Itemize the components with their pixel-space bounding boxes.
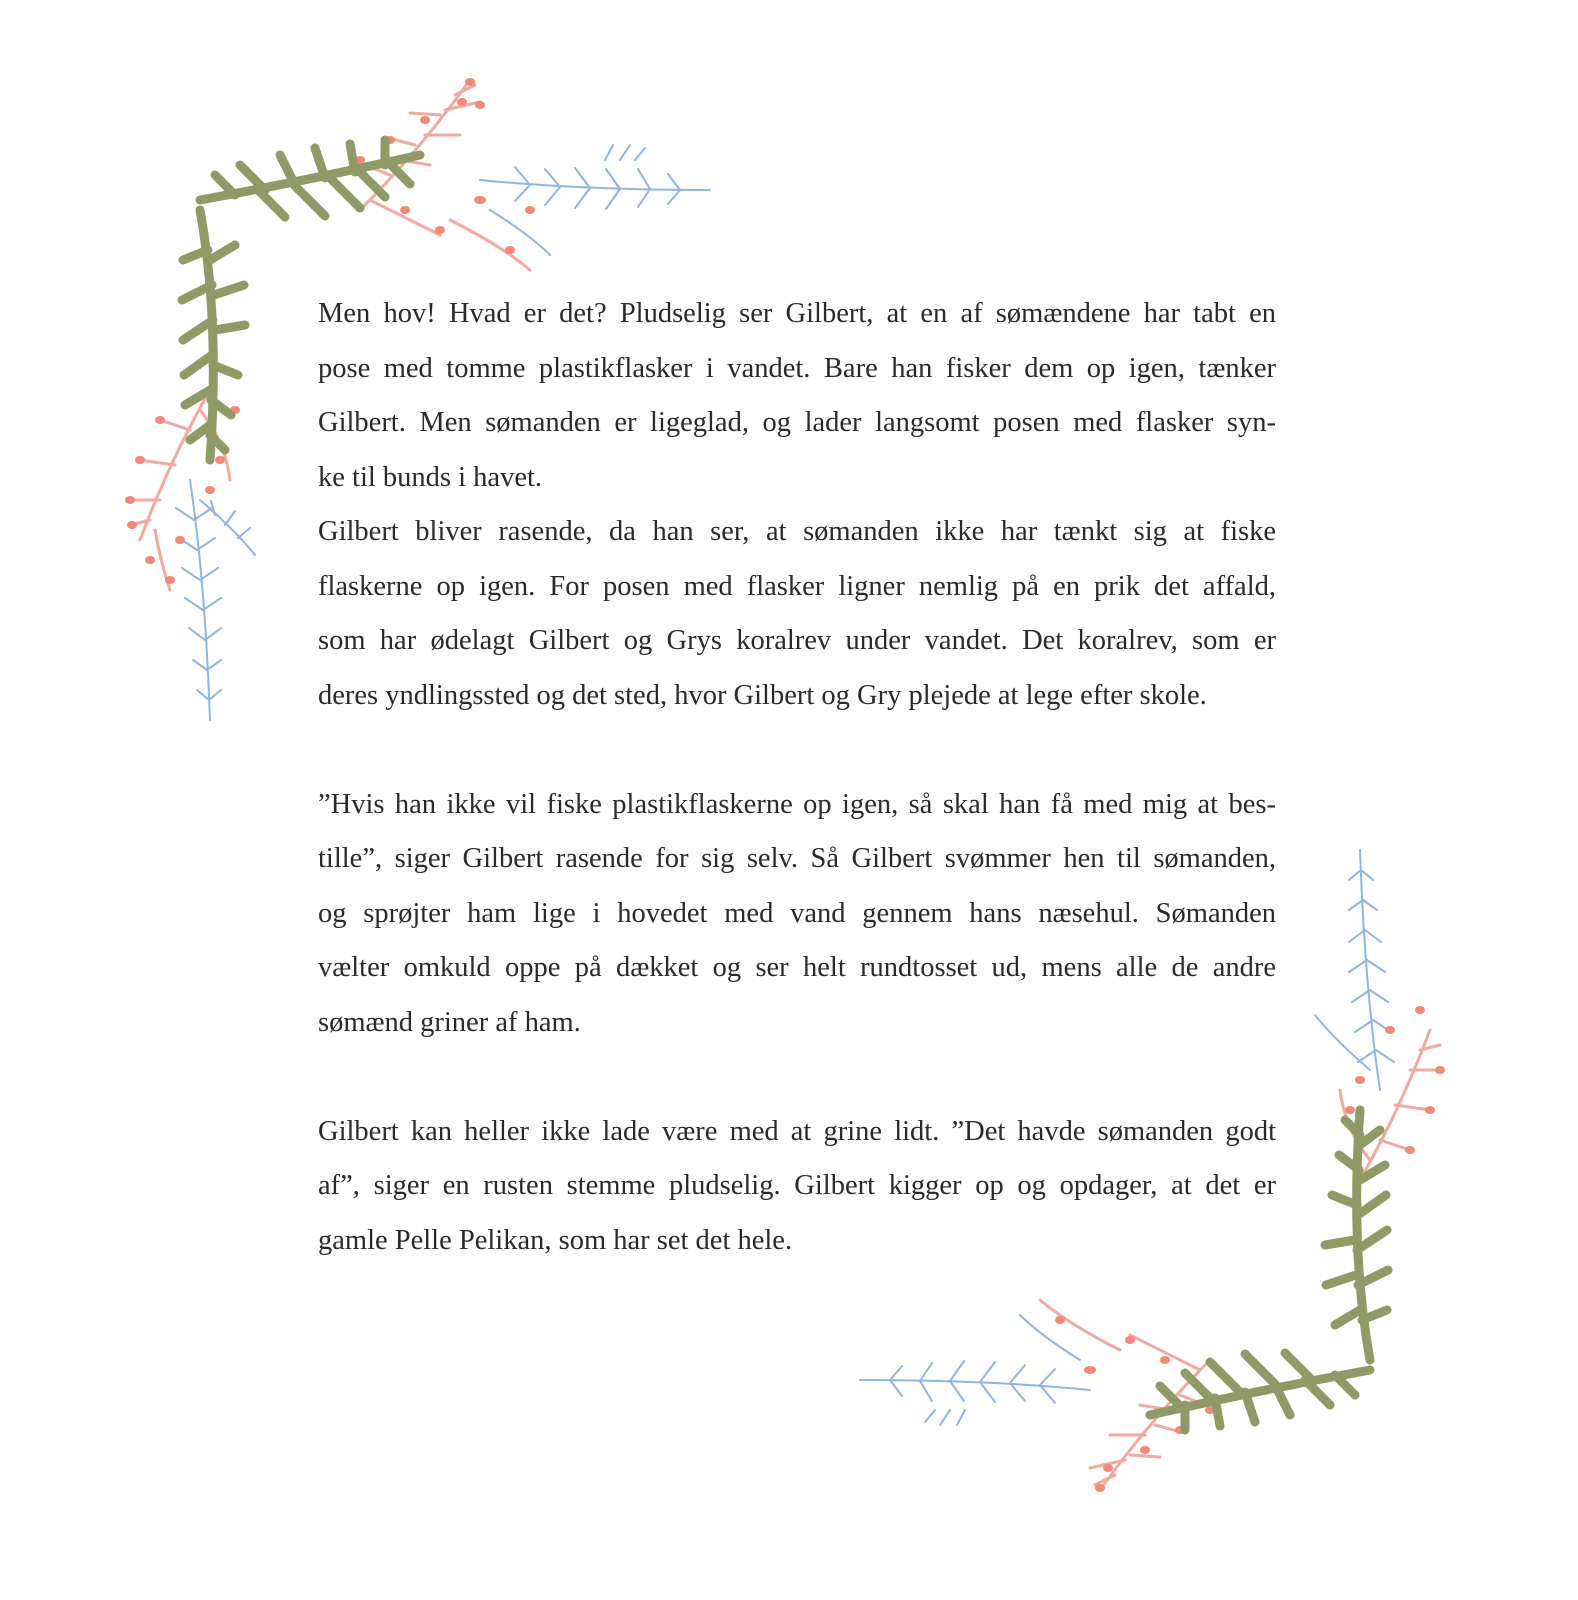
text-line: Gilbert. Men sømanden er ligeglad, og lader langsomt posen med flasker syn- [318,407,1276,438]
paragraph [318,287,1276,505]
text-line: deres yndlingssted og det sted, hvor Gilbert og Gry plejede at lege efter skole. [318,679,1207,711]
text-line: gamle Pelle Pelikan, som har set det hele. [318,1224,793,1256]
text-line: tille”, siger Gilbert rasende for sig selv. Så Gilbert svømmer hen til sømanden, [318,843,1276,874]
text-line: flaskerne op igen. For posen med flasker ligner nemlig på en prik det affald, [318,570,1276,602]
text-line: sømænd griner af ham. [318,1006,581,1038]
paragraph [318,1105,1276,1269]
text-line: Gilbert bliver rasende, da han ser, at sømanden ikke har tænkt sig at fiske [318,516,1276,547]
text-line: som har ødelagt Gilbert og Grys koralrev under vandet. Det koralrev, som er [318,625,1276,656]
text-line: pose med tomme plastikflasker i vandet. Bare han fisker dem op igen, tænker [318,352,1276,384]
text-line: af”, siger en rusten stemme pludselig. Gilbert kigger op og opdager, at det er [318,1170,1276,1201]
text-line: ”Hvis han ikke vil fiske plastikflaskerne op igen, så skal han få med mig at bes- [318,788,1276,820]
paragraph [318,778,1276,1051]
story-text [318,287,1276,1268]
text-line: og sprøjter ham lige i hovedet med vand gennem hans næsehul. Sømanden [318,897,1276,929]
text-line: Men hov! Hvad er det? Pludselig ser Gilbert, at en af sømændene har tabt en [318,298,1276,329]
paragraph [318,505,1276,723]
text-line: Gilbert kan heller ikke lade være med at grine lidt. ”Det havde sømanden godt [318,1115,1276,1147]
text-line: ke til bunds i havet. [318,461,543,493]
text-line: vælter omkuld oppe på dækket og ser helt rundtosset ud, mens alle de andre [318,952,1276,983]
